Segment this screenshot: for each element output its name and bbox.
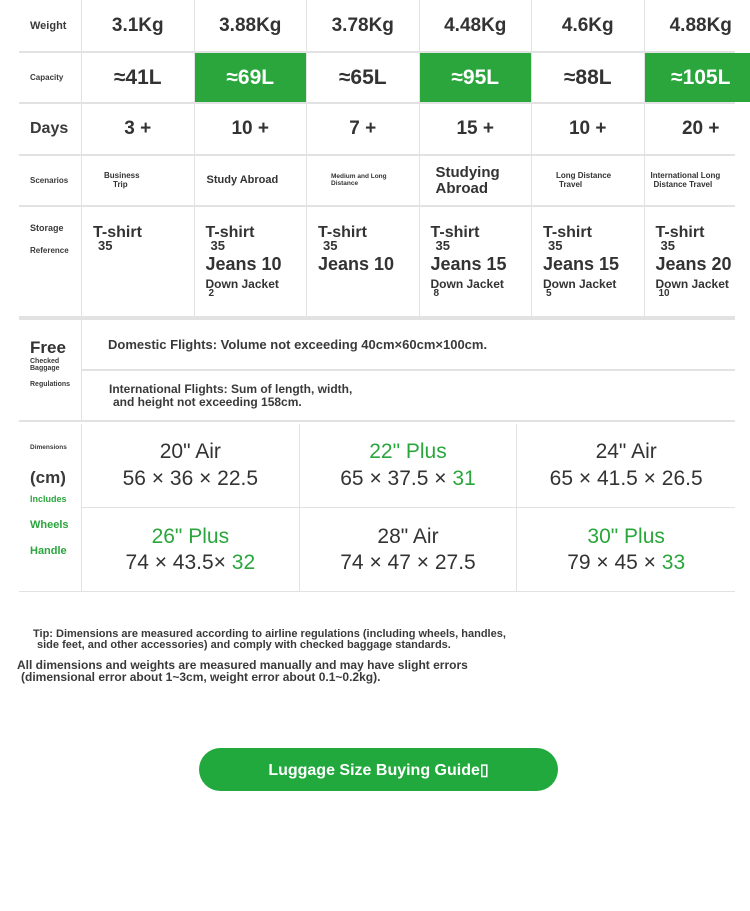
dimensions-grid xyxy=(82,424,735,591)
baggage-label xyxy=(19,320,82,420)
scenario-text: Abroad xyxy=(435,179,488,197)
weight-cell: 4.6Kg xyxy=(532,0,645,51)
weight-cell: 3.88Kg xyxy=(195,0,308,51)
capacity-cell: ≈65L xyxy=(307,53,420,102)
size-name: 22" Plus xyxy=(369,440,447,464)
tshirt-count: 35 xyxy=(210,238,225,253)
tshirt-count: 35 xyxy=(435,238,450,253)
scenario-cell xyxy=(532,156,645,205)
scenario-text: Travel xyxy=(559,179,583,189)
days-cell: 10 + xyxy=(195,104,308,154)
storage-cell xyxy=(195,207,308,316)
dimensions-note: Wheels xyxy=(30,519,69,531)
capacity-label: Capacity xyxy=(19,53,82,102)
size-dimensions: 79 × 45 × 33 xyxy=(567,551,686,574)
days-cell: 10 + xyxy=(532,104,645,154)
dimensions-label xyxy=(19,424,82,591)
size-dimensions: 74 × 47 × 27.5 xyxy=(340,551,476,574)
scenario-text: Trip xyxy=(113,179,128,189)
buying-guide-button[interactable]: Luggage Size Buying Guide▯ xyxy=(199,748,558,791)
jacket-label: Down Jacket xyxy=(543,277,617,291)
size-depth-highlight: 33 xyxy=(661,551,686,574)
jacket-count: 10 xyxy=(658,288,670,299)
jacket-label: Down Jacket xyxy=(430,277,504,291)
capacity-cell-highlight: ≈105L xyxy=(645,53,750,102)
jacket-count: 2 xyxy=(208,288,215,299)
scenario-text: Distance xyxy=(331,179,359,187)
baggage-sub: Checked xyxy=(30,358,60,365)
capacity-cell-highlight: ≈69L xyxy=(195,53,308,102)
jeans-label: Jeans 10 xyxy=(318,254,395,274)
international-rule-line: International Flights: Sum of length, width, xyxy=(109,381,353,396)
storage-cell xyxy=(420,207,533,316)
international-rule xyxy=(82,369,735,420)
tip-line: side feet, and other accessories) and comply with checked baggage standards. xyxy=(37,639,451,651)
scenarios-label: Scenarios xyxy=(19,156,82,205)
scenario-text: Business xyxy=(104,171,140,181)
size-dimensions: 74 × 43.5× 32 xyxy=(125,551,256,574)
size-depth-highlight: 32 xyxy=(231,551,256,574)
storage-cell xyxy=(532,207,645,316)
size-name: 30" Plus xyxy=(587,524,665,548)
international-rule-line: and height not exceeding 158cm. xyxy=(113,394,302,409)
jeans-label: Jeans 10 xyxy=(205,254,282,274)
weight-label: Weight xyxy=(19,0,82,51)
scenario-text: Distance Travel xyxy=(653,179,713,189)
size-dimensions: 65 × 37.5 × 31 xyxy=(340,466,476,490)
tshirt-count: 35 xyxy=(323,238,338,253)
scenario-cell xyxy=(82,156,195,205)
tshirt-label: T-shirt xyxy=(543,224,592,241)
tshirt-label: T-shirt xyxy=(205,224,255,241)
size-dimensions: 65 × 41.5 × 26.5 xyxy=(549,466,703,490)
baggage-sub: Regulations xyxy=(30,380,71,388)
size-name: 28" Air xyxy=(377,524,439,548)
size-cell xyxy=(300,424,518,508)
storage-label-text: Storage xyxy=(30,223,64,233)
tip-note xyxy=(33,629,593,651)
scenario-text: Long Distance xyxy=(556,171,612,181)
capacity-cell-highlight: ≈95L xyxy=(420,53,533,102)
scenario-text: Studying xyxy=(435,163,500,181)
weight-cell: 3.1Kg xyxy=(82,0,195,51)
tip-line: Tip: Dimensions are measured according to airline regulations (including wheels, handles, xyxy=(33,628,506,640)
size-name: 20" Air xyxy=(159,440,221,464)
storage-cell xyxy=(307,207,420,316)
size-cell xyxy=(82,508,300,592)
spec-table xyxy=(19,0,735,318)
scenario-text: Study Abroad xyxy=(206,173,279,186)
tshirt-count: 35 xyxy=(548,238,563,253)
jacket-label: Down Jacket xyxy=(205,277,279,291)
dimensions-note: Handle xyxy=(30,545,67,557)
dimensions-note: Includes xyxy=(30,494,67,504)
weight-cell: 3.78Kg xyxy=(307,0,420,51)
jacket-count: 8 xyxy=(433,288,440,299)
scenario-cell xyxy=(420,156,533,205)
scenario-cell xyxy=(307,156,420,205)
storage-row xyxy=(19,207,735,318)
size-cell xyxy=(300,508,518,592)
scenario-cell xyxy=(195,156,308,205)
baggage-title: Free xyxy=(30,338,66,357)
dimensions-table xyxy=(19,424,735,592)
storage-label xyxy=(19,207,82,316)
size-cell xyxy=(517,424,735,508)
jacket-label: Down Jacket xyxy=(655,277,729,291)
days-cell: 15 + xyxy=(420,104,533,154)
tshirt-label: T-shirt xyxy=(430,224,480,241)
size-name: 26" Plus xyxy=(151,524,230,548)
tshirt-label: T-shirt xyxy=(93,224,142,241)
size-dimensions: 56 × 36 × 22.5 xyxy=(122,466,259,490)
tshirt-label: T-shirt xyxy=(655,224,705,241)
capacity-cell: ≈88L xyxy=(532,53,645,102)
size-name: 24" Air xyxy=(595,440,657,464)
domestic-rule: Domestic Flights: Volume not exceeding 40cm×60cm×100cm. xyxy=(108,337,488,352)
error-line: (dimensional error about 1~3cm, weight error about 0.1~0.2kg). xyxy=(21,670,381,684)
capacity-row xyxy=(19,53,735,104)
size-cell xyxy=(517,508,735,592)
size-cell xyxy=(82,424,300,508)
baggage-regulations xyxy=(19,318,735,422)
tshirt-count: 35 xyxy=(98,238,113,253)
reference-label-text: Reference xyxy=(30,246,69,255)
days-cell: 3 + xyxy=(82,104,195,154)
error-note xyxy=(17,659,577,683)
scenario-text: International Long xyxy=(650,171,721,181)
baggage-sub: Baggage xyxy=(30,365,60,373)
scenarios-row xyxy=(19,156,735,207)
scenario-cell xyxy=(645,156,750,205)
storage-cell xyxy=(645,207,750,316)
tshirt-count: 35 xyxy=(660,238,675,253)
days-row xyxy=(19,104,735,156)
weight-cell: 4.48Kg xyxy=(420,0,533,51)
scenario-text: Medium and Long xyxy=(331,172,387,180)
jeans-label: Jeans 15 xyxy=(543,254,620,274)
tshirt-label: T-shirt xyxy=(318,224,367,241)
days-cell: 7 + xyxy=(307,104,420,154)
jeans-label: Jeans 20 xyxy=(655,254,732,274)
capacity-cell: ≈41L xyxy=(82,53,195,102)
weight-row xyxy=(19,0,735,53)
days-cell: 20 + xyxy=(681,118,720,139)
dimensions-unit: (cm) xyxy=(30,468,66,487)
baggage-body xyxy=(82,320,735,420)
dimensions-title: Dimensions xyxy=(30,444,67,451)
jacket-count: 5 xyxy=(546,288,552,299)
error-line: All dimensions and weights are measured manually and may have slight errors xyxy=(17,658,468,672)
weight-cell: 4.88Kg xyxy=(669,14,732,36)
storage-cell xyxy=(82,207,195,316)
jeans-label: Jeans 15 xyxy=(430,254,507,274)
size-depth-highlight: 31 xyxy=(452,466,476,490)
days-label: Days xyxy=(19,104,82,154)
